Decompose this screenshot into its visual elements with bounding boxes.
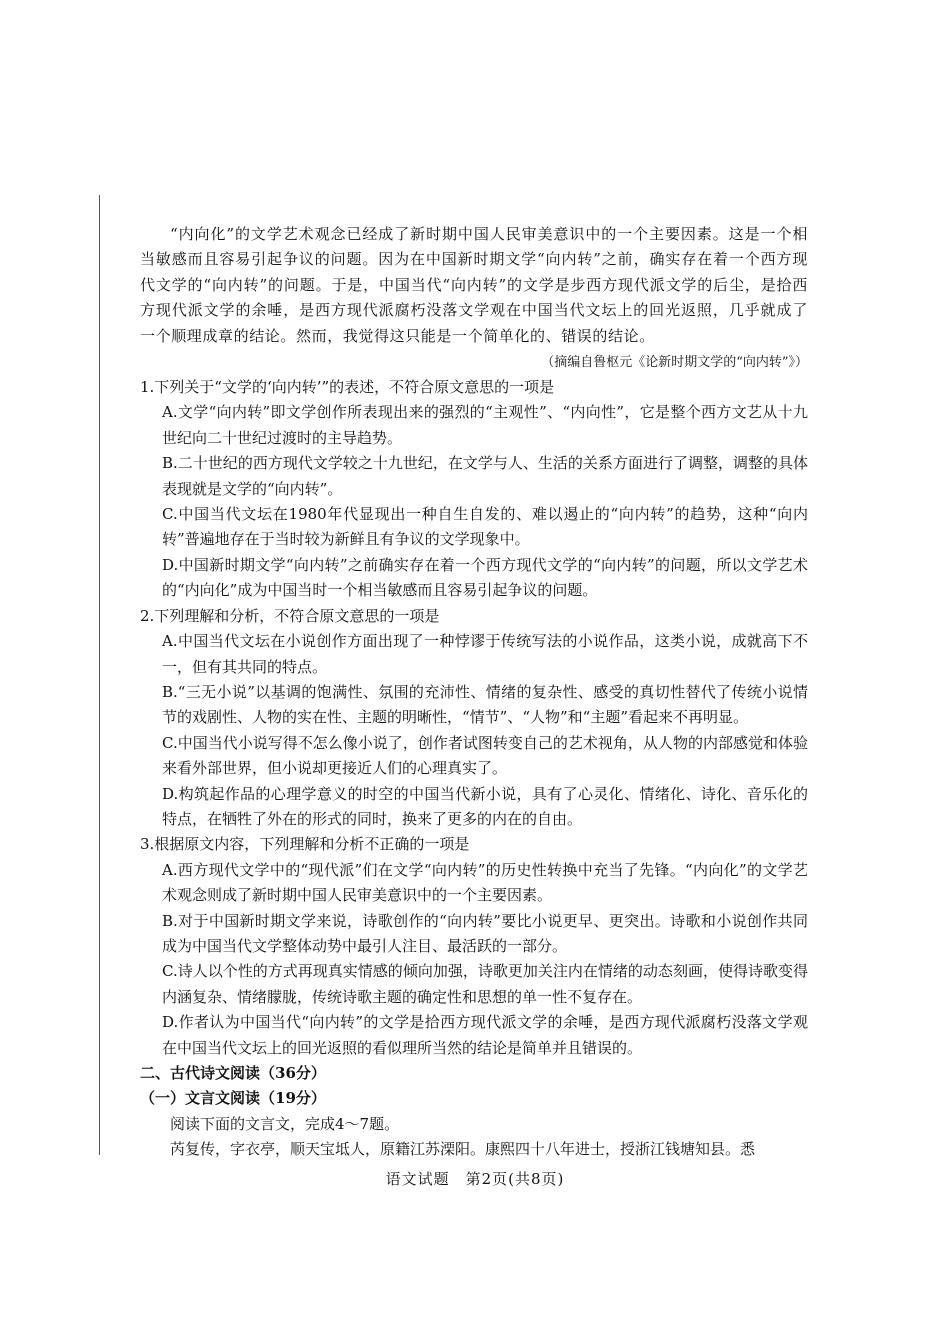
- passage-paragraph: “内向化”的文学艺术观念已经成了新时期中国人民审美意识中的一个主要因素。这是一个相当敏感而且容易引起争议的问题。因为在中国新时期文学“向内转”之前，确实存在着一个西方现代文学的“向内转”的问题。于是，中国当代“向内转”的文学是步西方现代派文学的后尘，是拾西方现代派文学的余唾，是西方现代派腐朽没落文学观在中国当代文坛上的回光返照，几乎就成了一个顺理成章的结论。然而，我觉得这只能是一个简单化的、错误的结论。: [140, 225, 808, 345]
- subsection-heading: （一）文言文阅读（19分）: [140, 1089, 326, 1108]
- binding-margin-line: [99, 195, 100, 1155]
- option-c: C.诗人以个性的方式再现真实情感的倾向加强，诗歌更加关注内在情绪的动态刻画，使得诗歌变得内涵复杂、情绪朦胧，传统诗歌主题的确定性和思想的单一性不复存在。: [162, 962, 808, 1006]
- option-c: C.中国当代文坛在1980年代显现出一种自生自发的、难以遏止的“向内转”的趋势，这种“向内转”普遍地存在于当时较为新鲜且有争议的文学现象中。: [162, 505, 808, 549]
- option-c: C.中国当代小说写得不怎么像小说了，创作者试图转变自己的艺术视角，从人物的内部感觉和体验来看外部世界，但小说却更接近人们的心理真实了。: [162, 733, 808, 778]
- option-a: A.文学“向内转”即文学创作所表现出来的强烈的“主观性”、“内向性”，它是整个西方文艺从十九世纪向二十世纪过渡时的主导趋势。: [162, 403, 808, 447]
- option-d: D.中国新时期文学“向内转”之前确实存在着一个西方现代文学的“向内转”的问题，所以文学艺术的“内向化”成为中国当时一个相当敏感而且容易引起争议的问题。: [162, 555, 808, 600]
- option-b: B.“三无小说”以基调的饱满性、氛围的充沛性、情绪的复杂性、感受的真切性替代了传统小说情节的戏剧性、人物的实在性、主题的明晰性，“情节”、“人物”和“主题”看起来不再明显。: [162, 682, 808, 727]
- option-d: D.构筑起作品的心理学意义的时空的中国当代新小说，具有了心灵化、情绪化、诗化、音乐化的特点，在牺牲了外在的形式的同时，换来了更多的内在的自由。: [162, 784, 808, 828]
- option-b: B.对于中国新时期文学来说，诗歌创作的“向内转”要比小说更早、更突出。诗歌和小说创作共同成为中国当代文学整体动势中最引人注目、最活跃的一部分。: [162, 911, 808, 955]
- section-heading: 二、古代诗文阅读（36分）: [140, 1064, 326, 1082]
- option-b: B.二十世纪的西方现代文学较之十九世纪，在文学与人、生活的关系方面进行了调整，调整的具体表现就是文学的“向内转”。: [162, 454, 808, 498]
- option-d: D.作者认为中国当代“向内转”的文学是拾西方现代派文学的余唾，是西方现代派腐朽没落文学观在中国当代文坛上的回光返照的看似理所当然的结论是简单并且错误的。: [162, 1013, 808, 1057]
- question-1: [140, 375, 808, 604]
- passage-source: （摘编自鲁枢元《论新时期文学的“向内转”》）: [541, 355, 808, 371]
- option-a: A.西方现代文学中的“现代派”们在文学“向内转”的历史性转换中充当了先锋。“内向化”的文学艺术观念则成了新时期中国人民审美意识中的一个主要因素。: [162, 860, 808, 905]
- exam-content: [140, 222, 808, 1163]
- question-stem: 2.下列理解和分析，不符合原文意思的一项是: [140, 606, 440, 625]
- question-3: [140, 832, 808, 1061]
- question-stem: 3.根据原文内容，下列理解和分析不正确的一项是: [140, 835, 470, 854]
- reading-instruction: 阅读下面的文言文，完成4～7题。: [170, 1114, 400, 1133]
- page-footer: 语文试题 第2页(共8页): [385, 1170, 565, 1188]
- question-stem: 1.下列关于“文学的‘向内转’”的表述，不符合原文意思的一项是: [140, 378, 555, 397]
- question-2: [140, 604, 808, 833]
- classical-text-start: 芮复传，字衣亭，顺天宝坻人，原籍江苏溧阳。康熙四十八年进士，授浙江钱塘知县。悉: [170, 1140, 756, 1159]
- option-a: A.中国当代文坛在小说创作方面出现了一种悖谬于传统写法的小说作品，这类小说，成就高下不一，但有其共同的特点。: [162, 632, 808, 676]
